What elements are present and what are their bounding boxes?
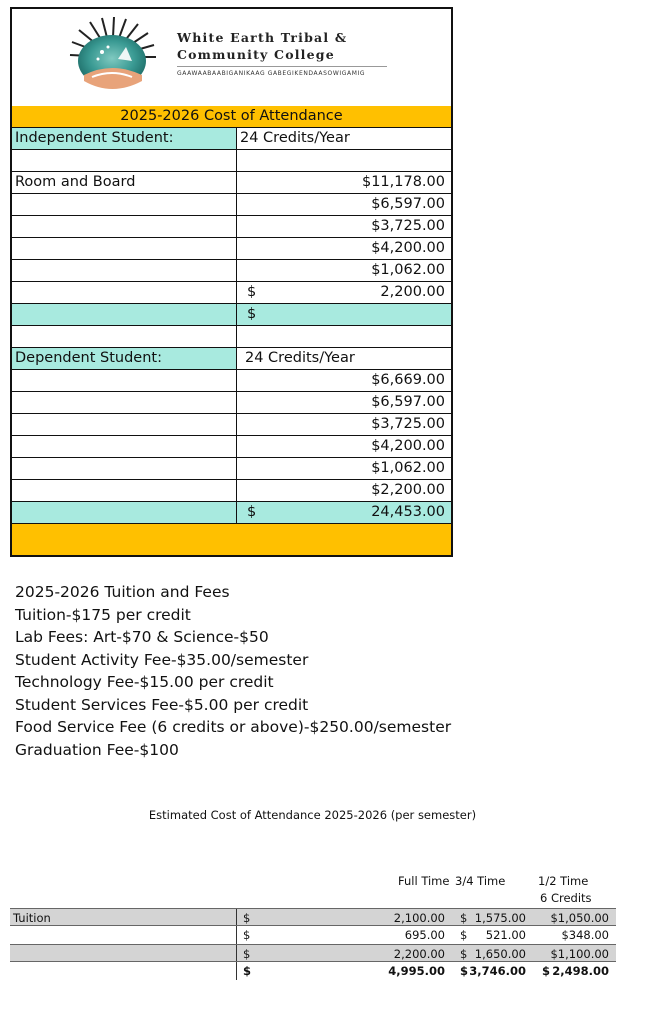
- table-row: [12, 370, 451, 392]
- divider: [236, 926, 237, 944]
- row-label: [12, 326, 237, 347]
- estimate-title: Estimated Cost of Attendance 2025-2026 (per semester): [148, 808, 477, 822]
- table-footer-bar: [12, 524, 451, 555]
- dependent-label: Dependent Student:: [12, 348, 237, 369]
- half-time-value: $1,100.00: [550, 947, 609, 961]
- fee-item: Tuition-$175 per credit: [15, 605, 191, 624]
- row-label: [12, 260, 237, 281]
- table-title: [12, 106, 451, 128]
- row-amount: 2,200.00: [380, 284, 445, 300]
- fees-heading: 2025-2026 Tuition and Fees: [15, 583, 230, 601]
- divider: [236, 962, 237, 980]
- table-row: [12, 392, 451, 414]
- row-amount: $4,200.00: [371, 438, 445, 454]
- half-time-total: 2,498.00: [552, 964, 609, 978]
- estimate-total-row: [10, 962, 616, 980]
- table-row: [12, 414, 451, 436]
- dollar-sign: $: [460, 964, 469, 978]
- row-label: [12, 238, 237, 259]
- three-quarter-value: 1,575.00: [474, 911, 526, 925]
- header-half-time-credits: 6 Credits: [540, 891, 592, 905]
- estimate-row: [10, 908, 616, 926]
- three-quarter-value: 521.00: [485, 928, 526, 942]
- row-label: Room and Board: [12, 172, 237, 193]
- independent-total-row: [12, 304, 451, 326]
- row-amount: $6,669.00: [371, 372, 445, 388]
- college-header: [12, 9, 451, 107]
- three-quarter-value: 1,650.00: [474, 947, 526, 961]
- fee-item: Technology Fee-$15.00 per credit: [15, 673, 274, 691]
- divider: [236, 909, 237, 925]
- dollar-sign: $: [243, 947, 251, 961]
- dollar-sign: $: [243, 964, 252, 978]
- full-time-value: 2,200.00: [393, 947, 445, 961]
- dollar-sign: $: [243, 928, 251, 942]
- row-label: [12, 458, 237, 479]
- fee-item: Student Services Fee-$5.00 per credit: [15, 695, 309, 714]
- row-label: [12, 392, 237, 413]
- independent-credits: 24 Credits/Year: [240, 130, 350, 146]
- full-time-value: 2,100.00: [393, 911, 445, 925]
- dollar-sign: $: [243, 911, 251, 925]
- fee-item: Food Service Fee (6 credits or above)-$250.00/semester: [15, 718, 452, 736]
- full-time-value: 695.00: [404, 928, 445, 942]
- independent-label: Independent Student:: [12, 128, 237, 149]
- dollar-sign: $: [542, 964, 551, 978]
- estimate-row: [10, 926, 616, 944]
- row-label: [12, 502, 237, 523]
- table-row: [12, 436, 451, 458]
- divider: [236, 945, 237, 961]
- row-label: [12, 216, 237, 237]
- spacer-row: [12, 326, 451, 348]
- row-amount: $3,725.00: [371, 416, 445, 432]
- total-amount: 24,453.00: [371, 504, 445, 520]
- table-row: [12, 216, 451, 238]
- row-amount: $6,597.00: [371, 196, 445, 212]
- half-time-value: $1,050.00: [550, 911, 609, 925]
- college-logo-icon: [62, 17, 162, 105]
- dependent-credits: 24 Credits/Year: [245, 350, 355, 366]
- row-label: [12, 304, 237, 325]
- row-amount: $6,597.00: [371, 394, 445, 410]
- header-half-time: 1/2 Time: [538, 874, 589, 888]
- row-amount: $3,725.00: [371, 218, 445, 234]
- row-amount: $4,200.00: [371, 240, 445, 256]
- table-row: [12, 150, 451, 172]
- table-row: [12, 260, 451, 282]
- table-row: [12, 194, 451, 216]
- row-label: [12, 436, 237, 457]
- row-label: [12, 370, 237, 391]
- table-row: [12, 480, 451, 502]
- dollar-sign: $: [460, 911, 468, 925]
- row-amount: $2,200.00: [371, 482, 445, 498]
- dollar-sign: $: [247, 306, 257, 322]
- cost-of-attendance-table: [10, 7, 453, 557]
- table-row: [12, 282, 451, 304]
- half-time-value: $348.00: [561, 928, 609, 942]
- dollar-sign: $: [247, 504, 257, 520]
- table-title-text: 2025-2026 Cost of Attendance: [120, 108, 343, 124]
- tuition-and-fees-list: [15, 581, 451, 761]
- row-amount: $1,062.00: [371, 262, 445, 278]
- divider: [177, 66, 387, 67]
- dollar-sign: $: [247, 284, 257, 300]
- college-subtitle: GAAWAABAABIGANIKAAG GABEGIKENDAASOWIGAMIG: [177, 70, 366, 77]
- three-quarter-total: 3,746.00: [469, 964, 526, 978]
- fee-item: Lab Fees: Art-$70 & Science-$50: [15, 628, 269, 646]
- header-full-time: Full Time: [398, 874, 450, 888]
- full-time-total: 4,995.00: [388, 964, 445, 978]
- table-row: [12, 458, 451, 480]
- college-name-line1: White Earth Tribal &: [177, 30, 348, 45]
- college-name-line2: Community College: [177, 47, 335, 62]
- row-amount: $11,178.00: [361, 174, 445, 190]
- header-three-quarter-time: 3/4 Time: [455, 874, 506, 888]
- row-label: [12, 194, 237, 215]
- row-label: [12, 282, 237, 303]
- row-label: [12, 150, 237, 171]
- estimate-row: [10, 944, 616, 962]
- fee-item: Graduation Fee-$100: [15, 740, 179, 759]
- row-label: Tuition: [13, 911, 51, 925]
- row-amount: $1,062.00: [371, 460, 445, 476]
- table-row: [12, 172, 451, 194]
- dependent-header-row: [12, 348, 451, 370]
- independent-header-row: [12, 128, 451, 150]
- row-label: [12, 480, 237, 501]
- dependent-total-row: [12, 502, 451, 524]
- dollar-sign: $: [460, 947, 468, 961]
- table-row: [12, 238, 451, 260]
- fee-item: Student Activity Fee-$35.00/semester: [15, 650, 309, 669]
- row-label: [12, 414, 237, 435]
- dollar-sign: $: [460, 928, 468, 942]
- row-amount: [237, 326, 451, 347]
